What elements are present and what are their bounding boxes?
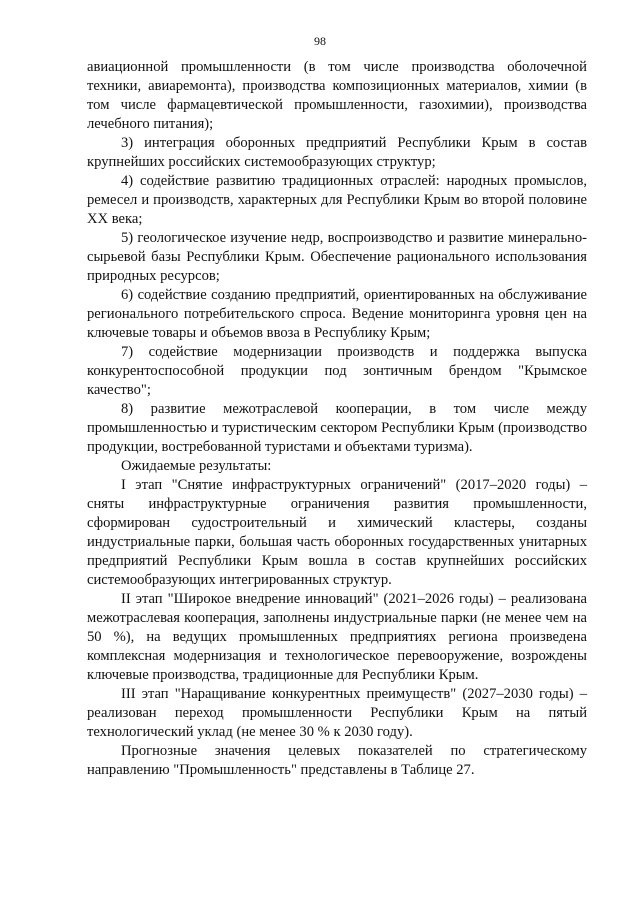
- paragraph-item-5: 5) геологическое изучение недр, воспроизводство и развитие минерально-сырьевой базы Республики Крым. Обеспечение рационального использования природных ресурсов;: [87, 230, 587, 284]
- paragraph-item-3: 3) интеграция оборонных предприятий Республики Крым в состав крупнейших российских системообразующих структур;: [87, 135, 587, 170]
- paragraph-item-7: 7) содействие модернизации производств и поддержка выпуска конкурентоспособной продукции под зонтичным брендом "Крымское качество";: [87, 344, 587, 398]
- paragraph-stage-1: I этап "Снятие инфраструктурных ограничений" (2017–2020 годы) – сняты инфраструктурные ограничения развития промышленности, сформирован судостроительный и химический кластеры, созданы индустриальные парки, большая часть оборонных государственных унитарных предприятий Республики Крым вошла в состав крупнейших российских системообразующих интегрированных структур.: [87, 477, 587, 588]
- paragraph-item-8: 8) развитие межотраслевой кооперации, в том числе между промышленностью и туристическим сектором Республики Крым (производство продукции, востребованной туристами и объектами туризма).: [87, 401, 587, 455]
- paragraph-forecast: Прогнозные значения целевых показателей по стратегическому направлению "Промышленность" представлены в Таблице 27.: [87, 743, 587, 778]
- paragraph-item-4: 4) содействие развитию традиционных отраслей: народных промыслов, ремесел и производств, характерных для Республики Крым во второй половине XX века;: [87, 173, 587, 227]
- page-number: 98: [314, 34, 326, 48]
- paragraph-stage-3: III этап "Наращивание конкурентных преимуществ" (2027–2030 годы) – реализован переход промышленности Республики Крым на пятый технологический уклад (не менее 30 % к 2030 году).: [87, 686, 587, 740]
- paragraph-continuation: авиационной промышленности (в том числе производства оболочечной техники, авиаремонта), производства композиционных материалов, химии (в том числе фармацевтической промышленности, газохимии), производства лечебного питания);: [87, 59, 587, 132]
- paragraph-item-6: 6) содействие созданию предприятий, ориентированных на обслуживание регионального потребительского спроса. Ведение мониторинга уровня цен на ключевые товары и объемов ввоза в Республику Крым;: [87, 287, 587, 341]
- paragraph-results-heading: Ожидаемые результаты:: [121, 458, 272, 474]
- paragraph-stage-2: II этап "Широкое внедрение инноваций" (2021–2026 годы) – реализована межотраслевая кооперация, заполнены индустриальные парки (не менее чем на 50 %), на ведущих промышленных предприятиях региона произведена комплексная модернизация и технологическое перевооружение, возрождены ключевые производства, традиционные для Республики Крым.: [87, 591, 587, 683]
- document-body: [87, 58, 587, 780]
